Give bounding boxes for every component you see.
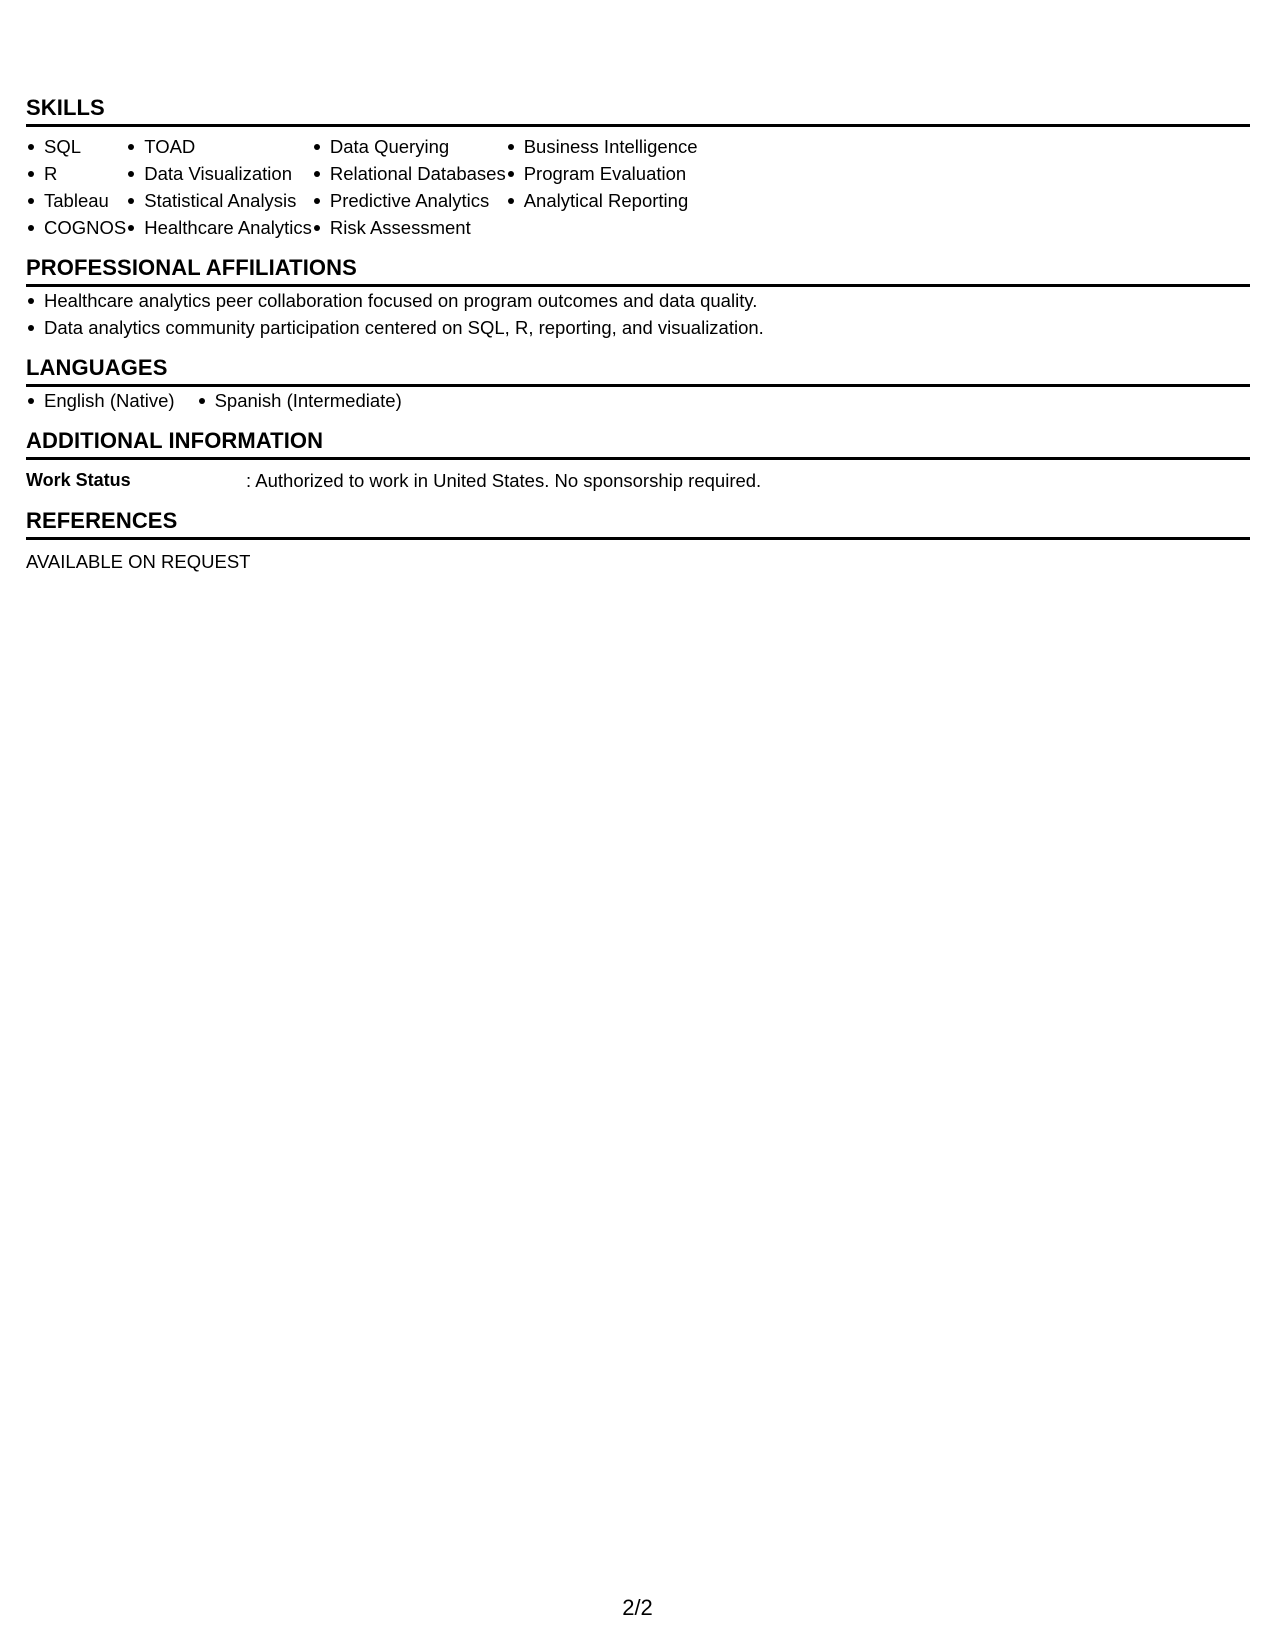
languages-section <box>26 355 1250 414</box>
skills-column-4 <box>506 133 698 241</box>
additional-info-section <box>26 428 1250 494</box>
skills-column-1 <box>26 133 126 241</box>
skill-item: Analytical Reporting <box>506 187 698 214</box>
skill-item: Data Visualization <box>126 160 312 187</box>
affiliation-item: Data analytics community participation centered on SQL, R, reporting, and visualization. <box>26 314 1250 341</box>
skills-section <box>26 95 1250 241</box>
skill-item: COGNOS <box>26 214 126 241</box>
additional-info-heading: ADDITIONAL INFORMATION <box>26 428 1250 460</box>
references-heading: REFERENCES <box>26 508 1250 540</box>
skill-item: SQL <box>26 133 126 160</box>
skill-item: Predictive Analytics <box>312 187 506 214</box>
skills-column-2 <box>126 133 312 241</box>
skill-item: R <box>26 160 126 187</box>
languages-list <box>26 387 1250 414</box>
affiliations-list <box>26 287 1250 341</box>
affiliation-item: Healthcare analytics peer collaboration focused on program outcomes and data quality. <box>26 287 1250 314</box>
affiliations-section <box>26 255 1250 341</box>
resume-page <box>26 95 1250 589</box>
skill-item: Risk Assessment <box>312 214 506 241</box>
skill-item: TOAD <box>126 133 312 160</box>
references-section <box>26 508 1250 575</box>
skill-item: Program Evaluation <box>506 160 698 187</box>
skill-item: Tableau <box>26 187 126 214</box>
language-item: English (Native) <box>26 387 175 414</box>
skill-item: Business Intelligence <box>506 133 698 160</box>
skills-column-3 <box>312 133 506 241</box>
skill-item: Relational Databases <box>312 160 506 187</box>
affiliations-heading: PROFESSIONAL AFFILIATIONS <box>26 255 1250 287</box>
references-text: AVAILABLE ON REQUEST <box>26 551 251 572</box>
language-item: Spanish (Intermediate) <box>197 387 402 414</box>
skill-item: Statistical Analysis <box>126 187 312 214</box>
page-number: 2/2 <box>622 1595 653 1620</box>
skills-grid <box>26 133 1250 241</box>
work-status-value: : Authorized to work in United States. No sponsorship required. <box>246 470 762 491</box>
languages-heading: LANGUAGES <box>26 355 1250 387</box>
work-status-row <box>26 467 1250 494</box>
skill-item: Data Querying <box>312 133 506 160</box>
skills-heading: SKILLS <box>26 95 1250 127</box>
skill-item: Healthcare Analytics <box>126 214 312 241</box>
work-status-label: Work Status <box>26 470 131 490</box>
